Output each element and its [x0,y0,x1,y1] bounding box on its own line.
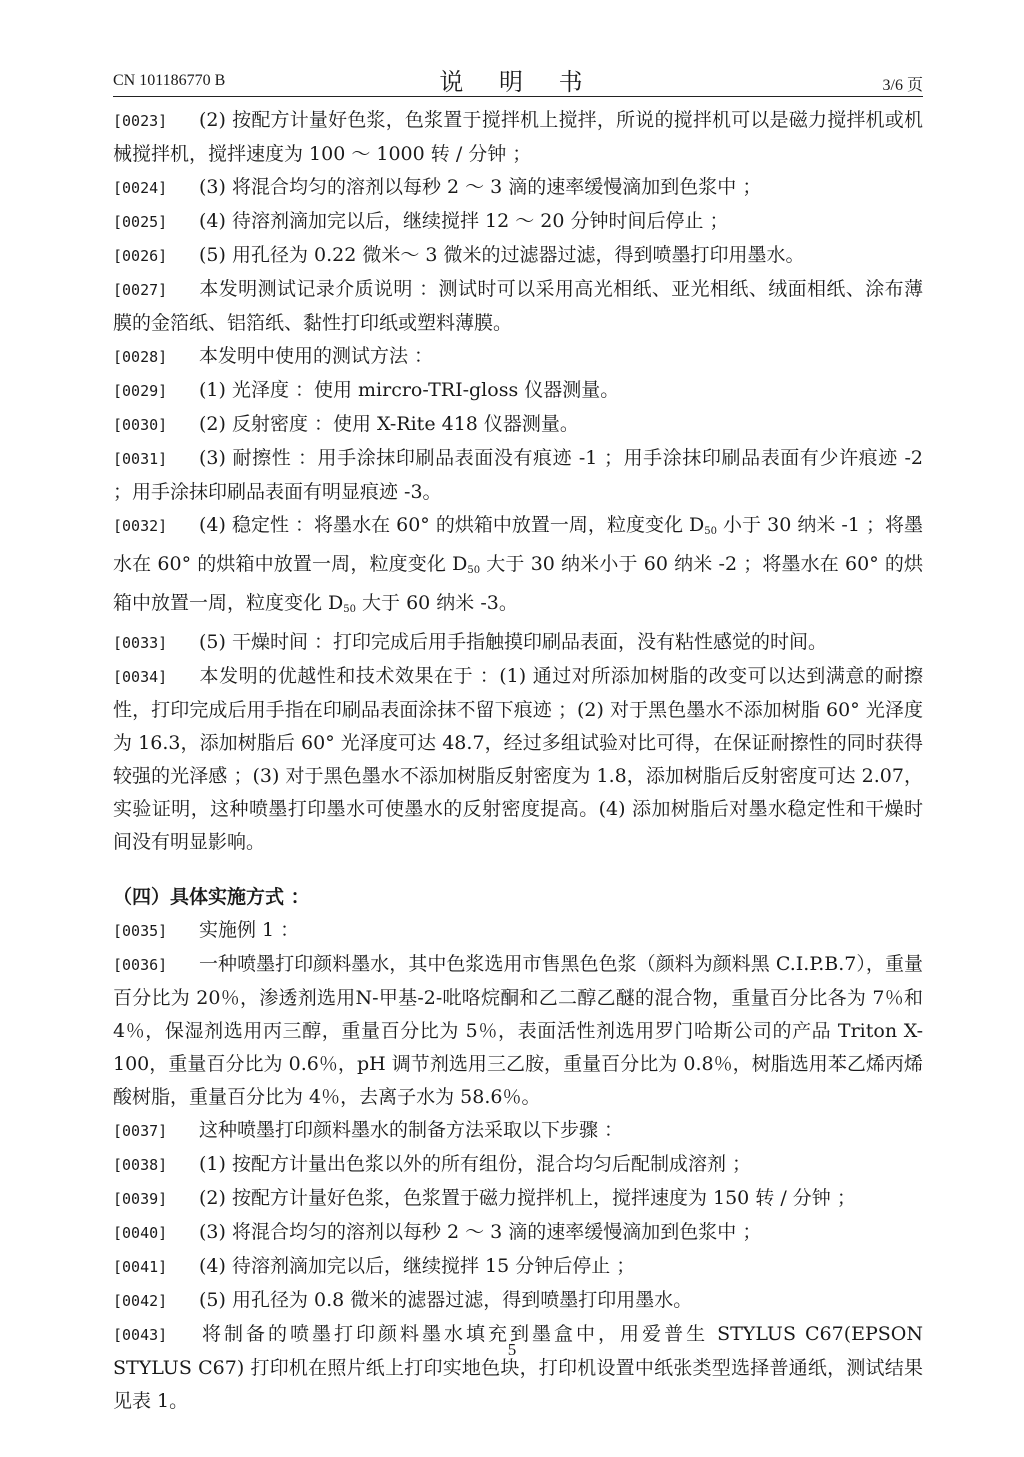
paragraph-text: 这种喷墨打印颜料墨水的制备方法采取以下步骤 ： [199,1119,624,1141]
document-title: 说 明 书 [439,68,597,96]
paragraph-text: (3) 将混合均匀的溶剂以每秒 2 ～ 3 滴的速率缓慢滴加到色浆中 ； [199,1221,762,1243]
paragraph-id: [0037] [113,1122,168,1140]
paragraph-id: [0038] [113,1156,168,1174]
paragraph-text-part: 大于 30 纳米小于 60 纳米 -2 ；将墨水在 60° 的烘箱中放置一周，粒度变化 D [113,553,923,614]
paragraph [113,1114,923,1148]
paragraph-text: 一种喷墨打印颜料墨水，其中色浆选用市售黑色色浆（颜料为颜料黑 C.I.P.B.7），重量百分比为 20％，渗透剂选用N-甲基-2-吡咯烷酮和乙二醇乙醚的混合物，重量百分比各为 7％和 4％，保湿剂选用丙三醇，重量百分比为 5％，表面活性剂选用罗门哈斯公司的产品 Triton X-100，重量百分比为 0.6％，pH 调节剂选用三乙胺，重量百分比为 0.8％，树脂选用苯乙烯丙烯酸树脂，重量百分比为 4％，去离子水为 58.6％。 [113,953,923,1108]
paragraph [113,1216,923,1250]
paragraph [113,1318,923,1418]
paragraph-id: [0042] [113,1292,168,1310]
paragraph-id: [0027] [113,281,168,299]
paragraph [113,239,923,273]
paragraph [113,408,923,442]
section-heading: （四）具体实施方式 ： [113,886,310,908]
paragraph [113,914,923,948]
paragraph-0032 [113,509,923,626]
paragraph-id: [0031] [113,450,168,468]
paragraph-text: (5) 用孔径为 0.22 微米～ 3 微米的过滤器过滤，得到喷墨打印用墨水。 [199,244,805,266]
paragraph-text-part: 大于 60 纳米 -3。 [356,592,518,614]
paragraph-id: [0029] [113,382,168,400]
paragraph [113,948,923,1114]
subscript: 50 [467,565,481,576]
paragraph-id: [0025] [113,213,168,231]
paragraph-text-part: (4) 稳定性 ：将墨水在 60° 的烘箱中放置一周，粒度变化 D [199,514,705,536]
paragraph-id: [0043] [113,1326,168,1344]
paragraph-text-part: 小于 30 纳米 -1 ；将墨水在 60° 的烘箱中放置一周，粒度变化 D [113,514,923,575]
page-number: 5 [507,1340,517,1359]
page-indicator: 3/6 页 [882,77,923,94]
paragraph [113,205,923,239]
paragraph-text: (5) 干燥时间 ：打印完成后用手指触摸印刷品表面，没有粘性感觉的时间。 [199,631,827,653]
paragraph-id: [0033] [113,634,168,652]
paragraph-id: [0041] [113,1258,168,1276]
paragraph [113,171,923,205]
paragraph-text: 实施例 1 ： [199,919,300,941]
paragraph [113,442,923,509]
paragraph [113,626,923,660]
paragraph-id: [0035] [113,922,168,940]
paragraph-id: [0034] [113,668,168,686]
paragraph-text: (3) 耐擦性 ：用手涂抹印刷品表面没有痕迹 -1 ；用手涂抹印刷品表面有少许痕迹 -2 ；用手涂抹印刷品表面有明显痕迹 -3。 [113,447,923,503]
paragraph-text: (1) 光泽度 ：使用 mircro-TRI-gloss 仪器测量。 [199,379,620,401]
paragraph-id: [0023] [113,112,168,130]
document-body [113,104,923,1418]
paragraph-id: [0036] [113,956,168,974]
paragraph-text: (4) 待溶剂滴加完以后，继续搅拌 15 分钟后停止 ； [199,1255,636,1277]
paragraph-id: [0024] [113,179,168,197]
paragraph-text: (5) 用孔径为 0.8 微米的滤器过滤，得到喷墨打印用墨水。 [199,1289,693,1311]
paragraph-id: [0028] [113,348,168,366]
paragraph [113,660,923,859]
paragraph-text: 本发明中使用的测试方法 ： [199,345,434,367]
paragraph-group-b [113,626,923,859]
paragraph [113,1148,923,1182]
subscript: 50 [343,604,357,615]
paragraph [113,104,923,171]
paragraph-text: (1) 按配方计量出色浆以外的所有组份，混合均匀后配制成溶剂 ； [199,1153,751,1175]
paragraph-text: 将制备的喷墨打印颜料墨水填充到墨盒中，用爱普生 STYLUS C67(EPSON STYLUS C67) 打印机在照片纸上打印实地色块，打印机设置中纸张类型选择普通纸，测试结果见表 1。 [113,1323,923,1412]
paragraph [113,1182,923,1216]
paragraph-text: (2) 按配方计量好色浆，色浆置于搅拌机上搅拌，所说的搅拌机可以是磁力搅拌机或机械搅拌机，搅拌速度为 100 ～ 1000 转 / 分钟 ； [113,109,923,165]
paragraph-id: [0040] [113,1224,168,1242]
paragraph-id: [0030] [113,416,168,434]
paragraph-id: [0039] [113,1190,168,1208]
paragraph-text: (3) 将混合均匀的溶剂以每秒 2 ～ 3 滴的速率缓慢滴加到色浆中 ； [199,176,762,198]
subscript: 50 [704,526,717,537]
header-rule [113,96,923,97]
patent-number: CN 101186770 B [113,72,226,89]
paragraph-text: (2) 反射密度 ：使用 X-Rite 418 仪器测量。 [199,413,579,435]
paragraph [113,374,923,408]
paragraph-text: 本发明测试记录介质说明 ：测试时可以采用高光相纸、亚光相纸、绒面相纸、涂布薄膜的金箔纸、铝箔纸、黏性打印纸或塑料薄膜。 [113,278,923,334]
paragraph-text: 本发明的优越性和技术效果在于 ：(1) 通过对所添加树脂的改变可以达到满意的耐擦性，打印完成后用手指在印刷品表面涂抹不留下痕迹 ；(2) 对于黑色墨水不添加树脂 60° 光泽度为 16.3，添加树脂后 60° 光泽度可达 48.7，经过多组试验对比可得，在保证耐擦性的同时获得较强的光泽感 ；(3) 对于黑色墨水不添加树脂反射密度为 1.8，添加树脂后反射密度可达 2.07，实验证明，这种喷墨打印墨水可使墨水的反射密度提高。(4) 添加树脂后对墨水稳定性和干燥时间没有明显影响。 [113,665,923,853]
paragraph [113,340,923,374]
page-header [113,60,923,100]
paragraph [113,1284,923,1318]
paragraph-text: (4) 待溶剂滴加完以后，继续搅拌 12 ～ 20 分钟时间后停止 ； [199,210,729,232]
paragraph-text: (2) 按配方计量好色浆，色浆置于磁力搅拌机上，搅拌速度为 150 转 / 分钟 ； [199,1187,856,1209]
paragraph [113,1250,923,1284]
paragraph [113,273,923,340]
paragraph-id: [0026] [113,247,168,265]
paragraph-group-a [113,104,923,509]
paragraph-id: [0032] [113,517,168,535]
